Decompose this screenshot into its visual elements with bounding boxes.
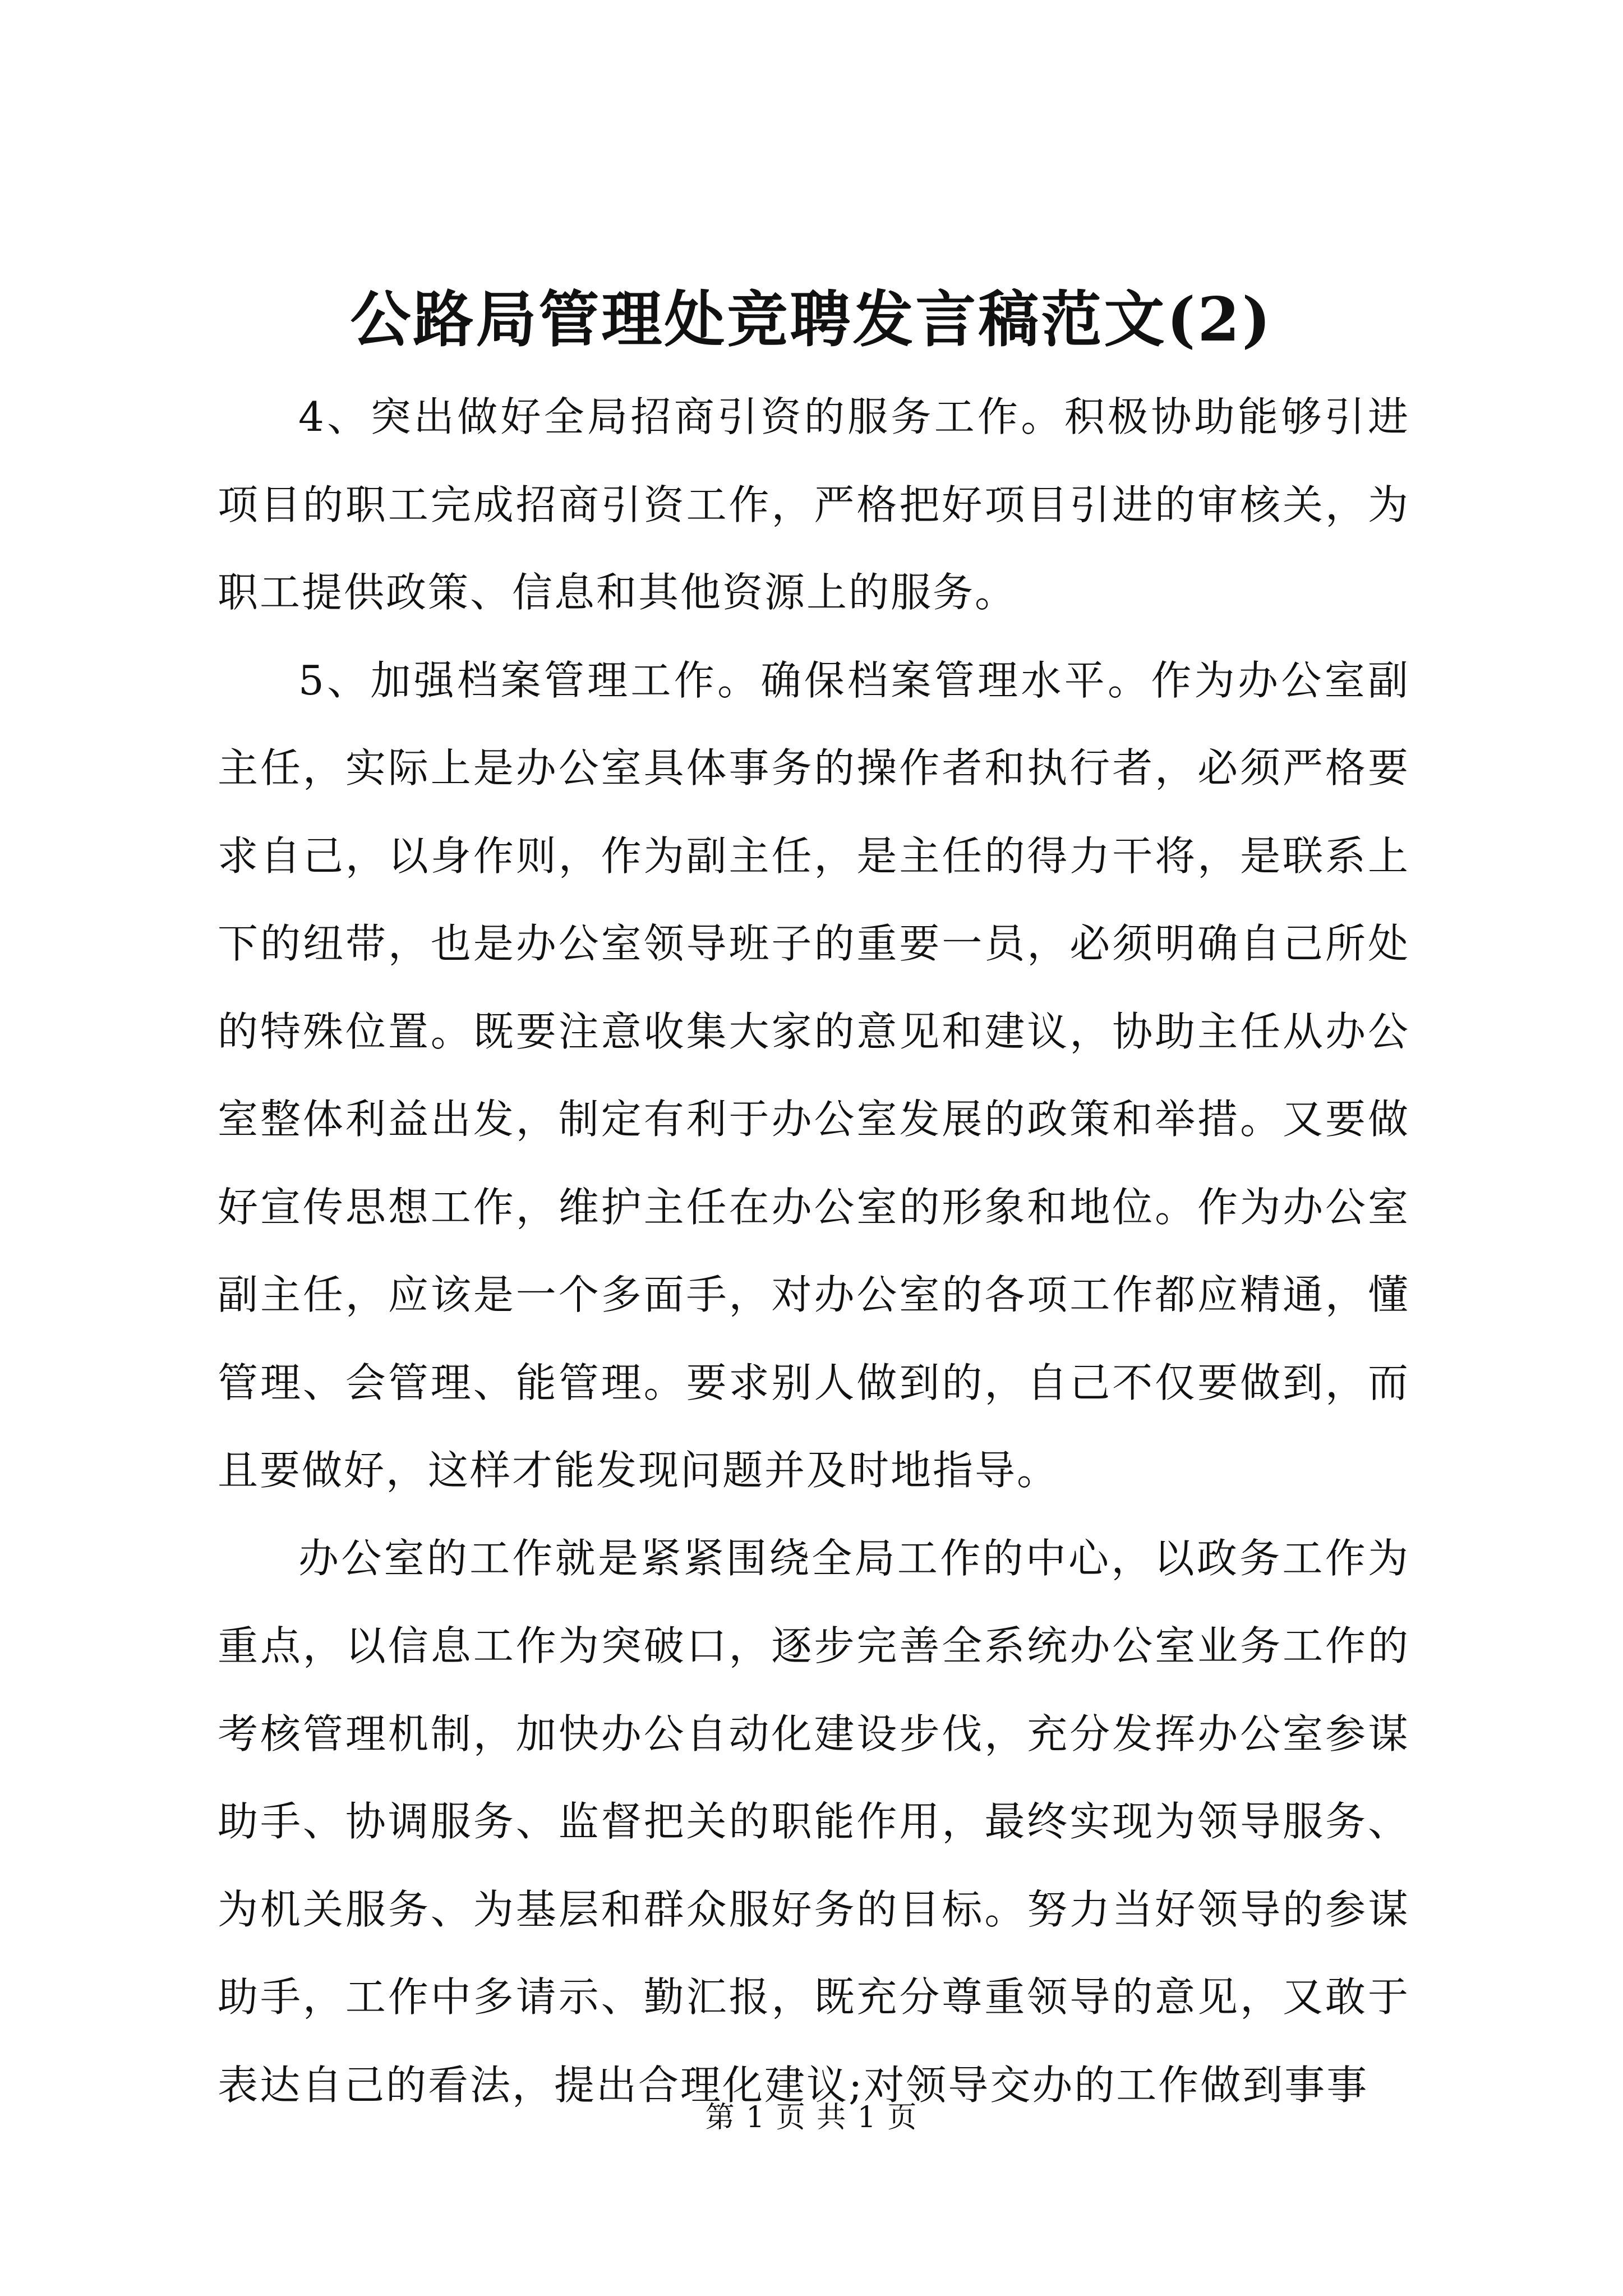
page-number-footer: 第 1 页 共 1 页 — [705, 2101, 918, 2134]
paragraph-office-work: 办公室的工作就是紧紧围绕全局工作的中心，以政务工作为重点，以信息工作为突破口，逐步完善全系统办公室业务工作的考核管理机制，加快办公自动化建设步伐，充分发挥办公室参谋助手、协调服务、监督把关的职能作用，最终实现为领导服务、为机关服务、为基层和群众服好务的目标。努力当好领导的参谋助手，工作中多请示、勤汇报，既充分尊重领导的意见，又敢于表达自己的看法，提出合理化建议;对领导交办的工作做到事事 — [218, 1534, 1410, 2109]
document-title: 公路局管理处竞聘发言稿范文(2) — [350, 284, 1273, 355]
paragraph-item-4: 4、突出做好全局招商引资的服务工作。积极协助能够引进项目的职工完成招商引资工作，严格把好项目引进的审核关，为职工提供政策、信息和其他资源上的服务。 — [218, 393, 1410, 616]
document-body — [218, 373, 1410, 2129]
paragraph-item-5: 5、加强档案管理工作。确保档案管理水平。作为办公室副主任，实际上是办公室具体事务的操作者和执行者，必须严格要求自己，以身作则，作为副主任，是主任的得力干将，是联系上下的纽带，也是办公室领导班子的重要一员，必须明确自己所处的特殊位置。既要注意收集大家的意见和建议，协助主任从办公室整体利益出发，制定有利于办公室发展的政策和举措。又要做好宣传思想工作，维护主任在办公室的形象和地位。作为办公室副主任，应该是一个多面手，对办公室的各项工作都应精通，懂管理、会管理、能管理。要求别人做到的，自己不仅要做到，而且要做好，这样才能发现问题并及时地指导。 — [218, 656, 1410, 1494]
